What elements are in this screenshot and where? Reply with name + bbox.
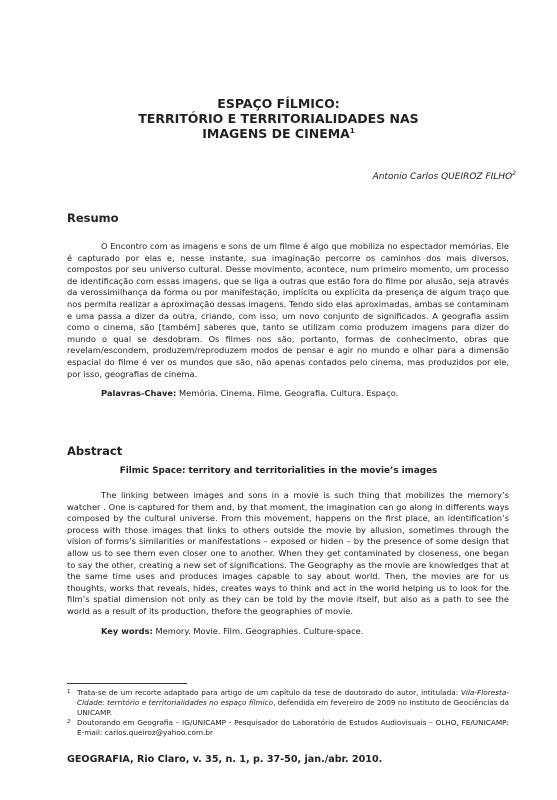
resumo-body — [67, 241, 509, 380]
footnote-2-mark: 2 — [67, 719, 71, 725]
abstract-keywords-text: Memory. Movie. Film. Geographies. Culture-space. — [155, 626, 364, 636]
resumo-keywords-label: Palavras-Chave: — [101, 388, 177, 398]
journal-citation: GEOGRAFIA, Rio Claro, v. 35, n. 1, p. 37-50, jan./abr. 2010. — [67, 754, 383, 765]
title-line-1: ESPAÇO FÍLMICO: — [217, 96, 340, 111]
title-line-3: IMAGENS DE CINEMA$^1$ — [202, 126, 355, 141]
abstract-heading: Abstract — [67, 444, 123, 458]
author-name: Antonio Carlos QUEIROZ FILHO$^2$ — [372, 170, 516, 182]
footnote-separator — [67, 683, 187, 684]
abstract-body — [67, 490, 509, 618]
resumo-keywords-text: Memória. Cinema. Filme. Geografia. Cultura. Espaço. — [178, 388, 399, 398]
footnote-1-text: Trata-se de um recorte adaptado para artigo de um capítulo da tese de doutorado do autor, intitulada: Vila-Floresta-Cidade: território e territorialidades no espaço fílmico, defendida em fevereiro de 2009 no Instituto de Geociências da UNICAMP. — [77, 688, 509, 717]
title-line-2: TERRITÓRIO E TERRITORIALIDADES NAS — [138, 111, 419, 126]
footnote-2 — [67, 718, 509, 738]
abstract-paragraph: The linking between images and sons in a movie is such thing that mobilizes the memory’s watcher . One is captured for them and, by that moment, the imagination can go along in differents ways composed by the cultural universe. From this movement, happens on the first place, an identification’s process with those images that links to others outside the movie by allusion, sometimes through the vision of forms’s similarities or manifestations – exposed or hiden – by the presence of some design that allow us to see them even closer one to another. When they get contaminated by closeness, one began to say the other, creating a new set of significations. The Geography as the movie are knowledges that at the same time uses and produces images capable to say about world. Then, the movies are for us thoughts, works that reveals, hides, creates ways to think and act in the world helping us to look for the film’s spatial dimension not only as they can be told by the movie itself, but also as a path to see the world as a result of its production, thefore the geographies of movie. — [67, 490, 509, 616]
abstract-subtitle: Filmic Space: territory and territorialities in the movie’s images — [119, 466, 438, 476]
title-footnote-mark: 1 — [349, 126, 355, 135]
footnote-1-mark: 1 — [67, 689, 71, 695]
abstract-keywords — [101, 626, 363, 636]
footnote-2-text: Doutorando em Geografia – IG/UNICAMP - Pesquisador do Laboratório de Estudos Audiovisuais – OLHO, FE/UNICAMP: E-mail: carlos.queiroz@yahoo.com.br — [77, 718, 509, 737]
abstract-keywords-label: Key words: — [101, 626, 153, 636]
resumo-heading: Resumo — [67, 211, 119, 225]
footnote-1 — [67, 688, 509, 717]
author-footnote-mark: 2 — [512, 170, 516, 177]
resumo-keywords — [101, 388, 398, 398]
resumo-paragraph: O Encontro com as imagens e sons de um filme é algo que mobiliza no espectador memórias. Ele é capturado por elas e, nesse instante, sua imaginação percorre os caminhos dos mais diversos, compostos por seu universo cultural. Desse movimento, acontece, num primeiro momento, um processo de identificação com essas imagens, que se liga a outras que estão fora do filme por alusão, seja através da verossimilhança da forma ou por manifestação, implícita ou explícita da presença de algum traço que nos permita realizar a aproximação dessas imagens. Tendo sido elas aproximadas, ambas se contaminam e uma passa a dizer da outra, criando, com isso, um novo conjunto de significados. A geografia assim como o cinema, são [também] saberes que, tanto se utilizam como produzem imagens para dizer do mundo o qual se desdobram. Os filmes nos são, portanto, formas de conhecimento, obras que revelam/escondem, produzem/reproduzem modos de pensar e agir no mundo e olhar para a dimensão espacial do filme é ver os mundos que são, não apenas contados pelo cinema, mas produzidos por ele, por isso, geografias de cinema. — [67, 241, 509, 379]
